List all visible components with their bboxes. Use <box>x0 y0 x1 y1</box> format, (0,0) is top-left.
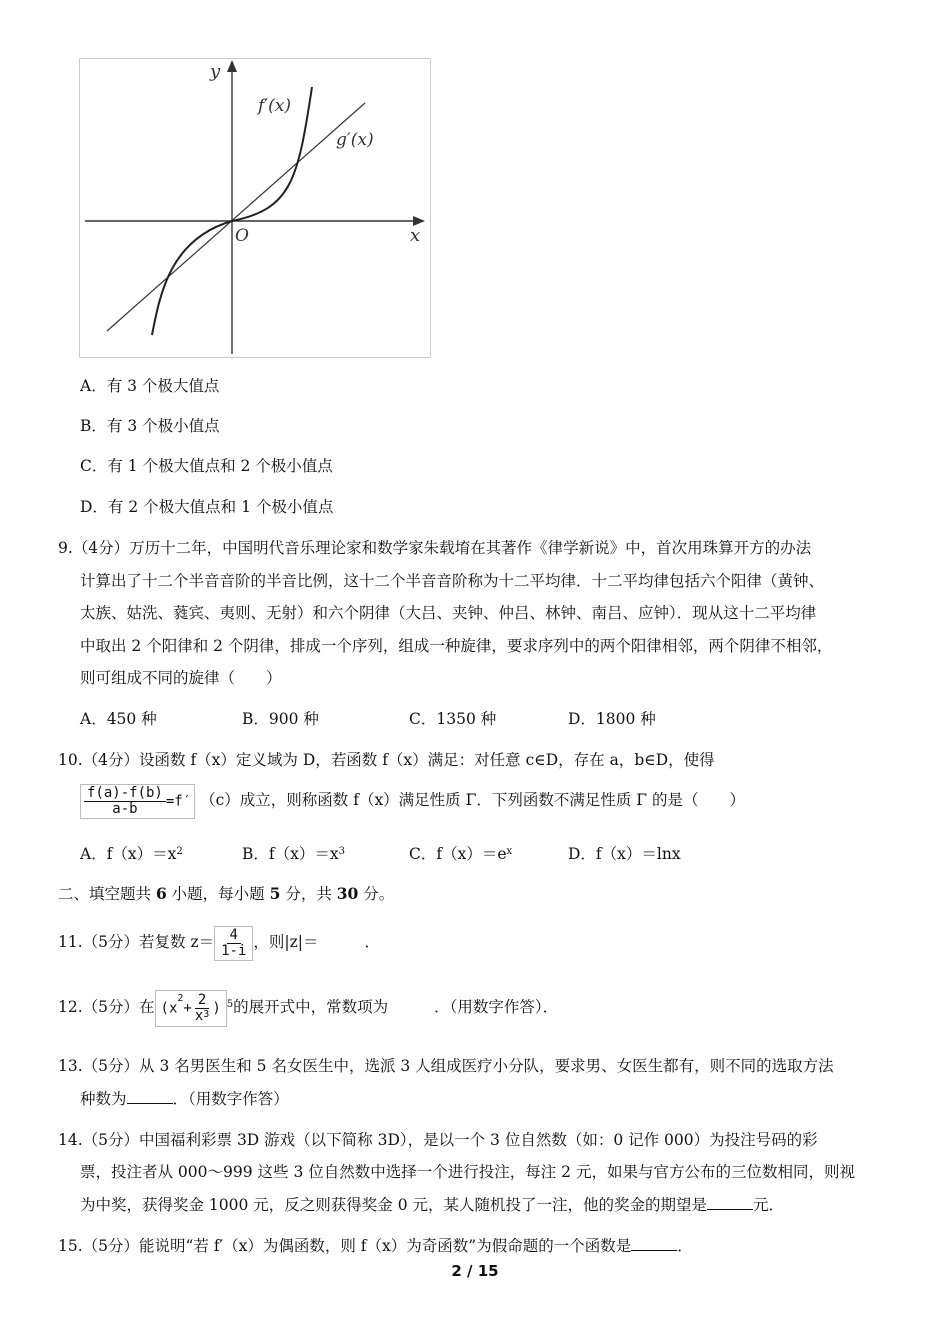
q12-line: 12.（5分）在 ($x^2+$ $\frac{2}{x^3}$ ) $^5$的展开式中，常数项为 ．（用数字作答）． <box>58 982 558 1032</box>
q10-line-1: 10.（4分）设函数 f（x）定义域为 D，若函数 f（x）满足：对任意 c∈D，存在 a，b∈D，使得 <box>58 751 715 769</box>
q9-option-c: C．1350 种 <box>409 710 497 728</box>
page-number: 2 / 15 <box>451 1262 499 1280</box>
q10-fraction <box>84 786 166 817</box>
q10-line-2 <box>80 778 745 822</box>
q15-line: 15.（5分）能说明“若 f′（x）为偶函数，则 f（x）为奇函数”为假命题的一个函数是 ． <box>58 1237 693 1255</box>
q9-line-1: 9.（4分）万历十二年，中国明代音乐理论家和数学家朱载堉在其著作《律学新说》中，首次用珠算开方的办法 <box>58 539 812 557</box>
y-axis-label: y <box>210 61 221 82</box>
q9-option-b: B．900 种 <box>242 710 319 728</box>
graph-svg <box>80 59 430 357</box>
q9-option-d: D．1800 种 <box>568 710 656 728</box>
q8-option-c: C．有 1 个极大值点和 2 个极小值点 <box>80 457 333 475</box>
y-axis-arrow <box>227 60 237 72</box>
q10-option-c: C．$f(x)=e^x$ <box>409 845 513 863</box>
q9-option-a: A．450 种 <box>80 710 157 728</box>
q8-option-a: A．有 3 个极大值点 <box>80 377 220 395</box>
q8-option-d: D．有 2 个极大值点和 1 个极小值点 <box>80 498 334 516</box>
q8-option-b: B．有 3 个极小值点 <box>80 417 220 435</box>
q12-formula: ($x^2+$ $\frac{2}{x^3}$ ) <box>155 990 227 1027</box>
q10-formula-rhs: =f′ <box>165 793 192 809</box>
q13-answer-blank[interactable] <box>127 1089 173 1104</box>
q14-line-3: 为中奖，获得奖金 1000 元，反之则获得奖金 0 元，某人随机投了一注，他的奖金的期望是 元． <box>80 1196 785 1214</box>
q11-formula: $\frac{4}{1-i}$ <box>214 926 253 961</box>
q14-answer-blank[interactable] <box>707 1195 753 1210</box>
g-prime-line <box>107 103 365 331</box>
q9-line-4: 中取出 2 个阳律和 2 个阴律，排成一个序列，组成一种旋律，要求序列中的两个阳律相邻，两个阴律不相邻， <box>80 637 833 655</box>
q15-answer-blank[interactable] <box>631 1236 677 1251</box>
q10-option-a: A．$f(x)=x^2$ <box>80 845 183 863</box>
q9-line-2: 计算出了十二个半音音阶的半音比例，这十二个半音音阶称为十二平均律．十二平均律包括六个阳律（黄钟、 <box>80 572 825 590</box>
q11-line: 11.（5分）若复数 z＝ $\frac{4}{1-i}$ ，则|z|＝ ． <box>58 926 381 959</box>
q10-formula <box>80 784 195 819</box>
q9-line-3: 太族、姑洗、蕤宾、夷则、无射）和六个阴律（大吕、夹钟、仲吕、林钟、南吕、应钟）．现从这十二平均律 <box>80 604 817 622</box>
q10-fraction-den: a-b <box>112 800 138 817</box>
q10-option-b: B．$f(x)=x^3$ <box>242 845 345 863</box>
q9-line-5: 则可组成不同的旋律（ ） <box>80 669 282 687</box>
x-axis-label: x <box>410 225 421 246</box>
section-2-heading: 二、填空题共 6 小题，每小题 5 分，共 30 分。 <box>58 884 395 903</box>
q13-line-1: 13.（5分）从 3 名男医生和 5 名女医生中，选派 3 人组成医疗小分队，要求男、女医生都有，则不同的选取方法 <box>58 1057 834 1075</box>
q14-line-2: 票，投注者从 000～999 这些 3 位自然数中选择一个进行投注，每注 2 元，如果与官方公布的三位数相同，则视 <box>80 1163 855 1181</box>
f-prime-label: f′(x) <box>258 96 292 116</box>
q10-fraction-num: f(a)-f(b) <box>84 786 166 802</box>
q14-line-1: 14.（5分）中国福利彩票 3D 游戏（以下简称 3D），是以一个 3 位自然数（如：0 记作 000）为投注号码的彩 <box>58 1131 818 1149</box>
origin-label: O <box>235 226 249 246</box>
q10-line-2-text: （c）成立，则称函数 f（x）满足性质 Γ．下列函数不满足性质 Γ 的是（ ） <box>200 791 745 809</box>
function-graph <box>79 58 431 358</box>
g-prime-label: g′(x) <box>336 130 374 150</box>
q10-option-d: D．f（x）＝lnx <box>568 845 681 863</box>
q13-line-2: 种数为 ．（用数字作答） <box>80 1090 289 1108</box>
